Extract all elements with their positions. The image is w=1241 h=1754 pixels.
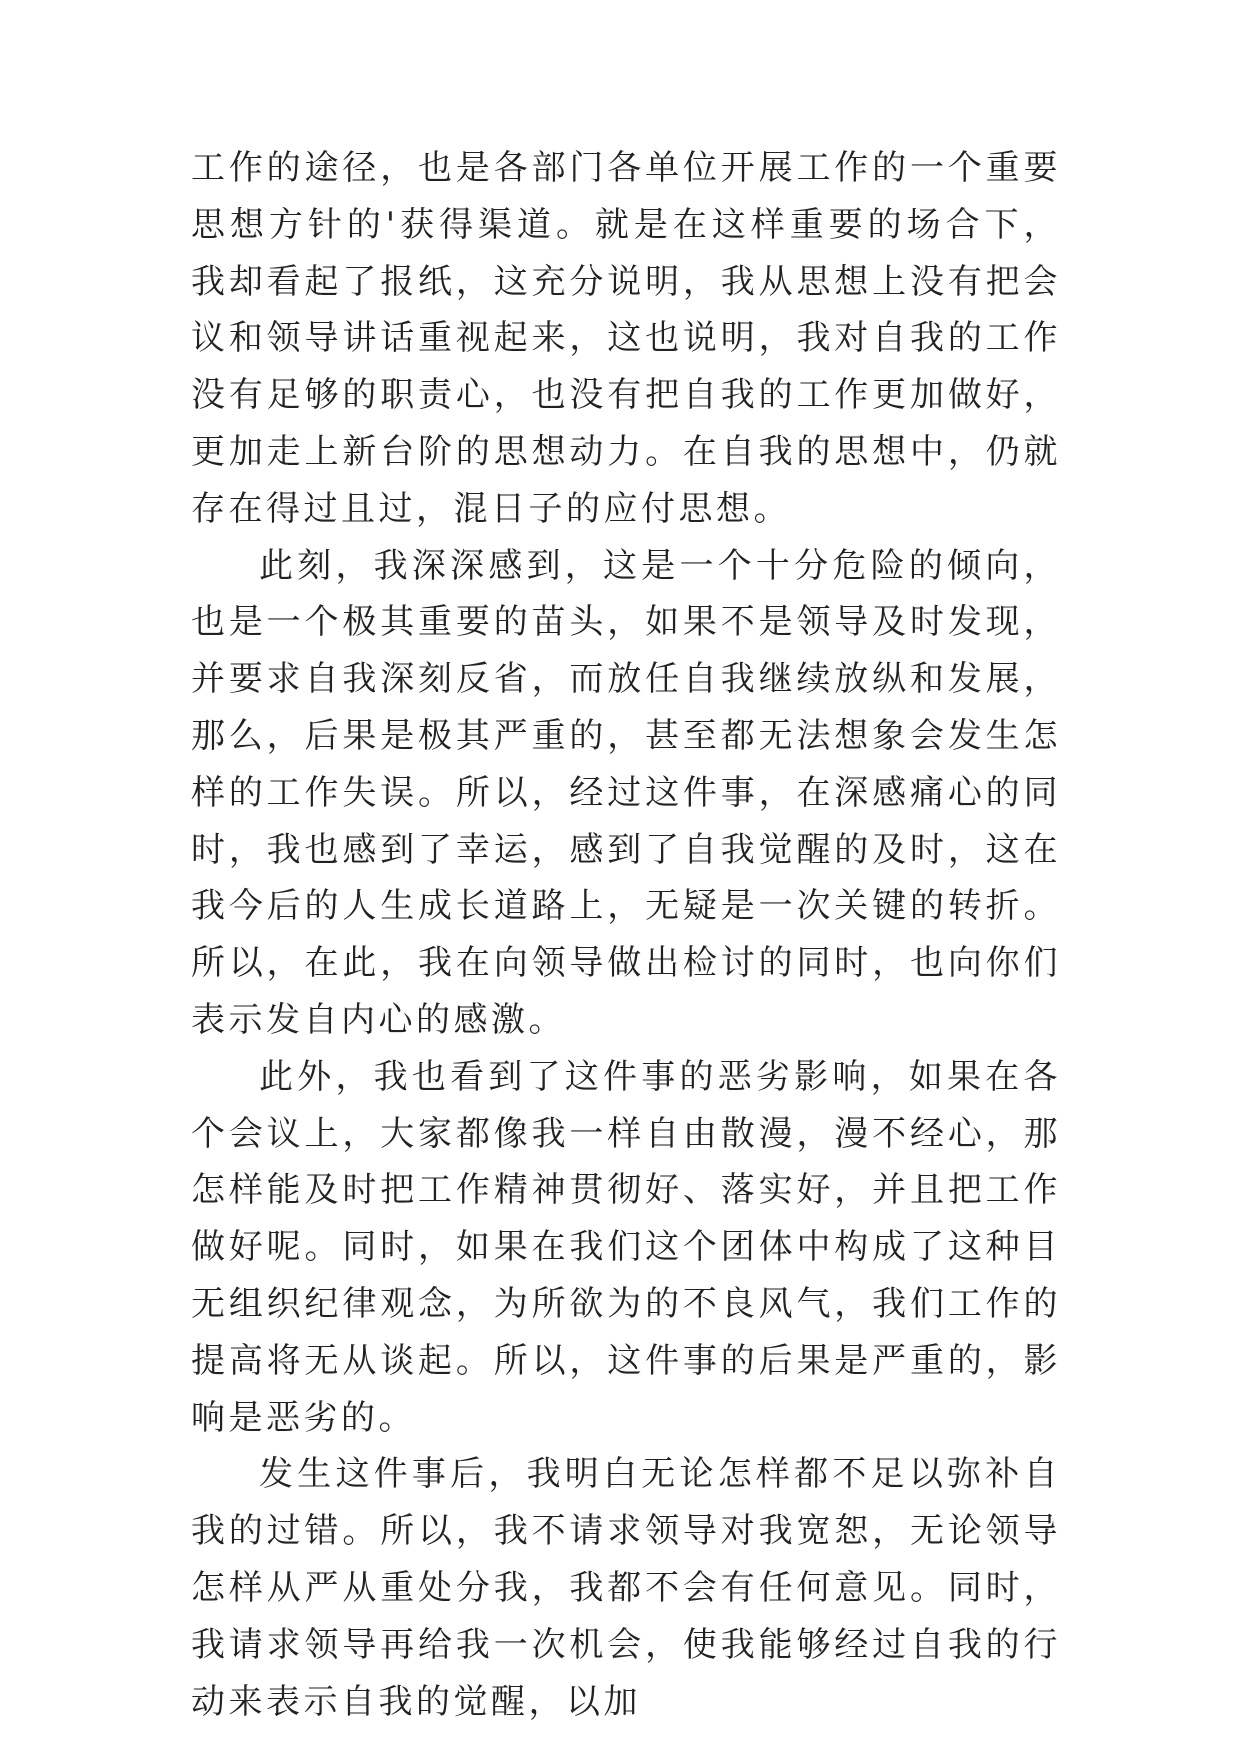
paragraph-continuation: 工作的途径，也是各部门各单位开展工作的一个重要思想方针的'获得渠道。就是在这样重要的场合下，我却看起了报纸，这充分说明，我从思想上没有把会议和领导讲话重视起来，这也说明，我对自我的工作没有足够的职责心，也没有把自我的工作更加做好，更加走上新台阶的思想动力。在自我的思想中，仍就存在得过且过，混日子的应付思想。 [191, 148, 1061, 529]
paragraph: 此外，我也看到了这件事的恶劣影响，如果在各个会议上，大家都像我一样自由散漫，漫不经心，那怎样能及时把工作精神贯彻好、落实好，并且把工作做好呢。同时，如果在我们这个团体中构成了这种目无组织纪律观念，为所欲为的不良风气，我们工作的提高将无从谈起。所以，这件事的后果是严重的，影响是恶劣的。 [191, 1056, 1061, 1438]
paragraph: 此刻，我深深感到，这是一个十分危险的倾向，也是一个极其重要的苗头，如果不是领导及时发现，并要求自我深刻反省，而放任自我继续放纵和发展，那么，后果是极其严重的，甚至都无法想象会发生怎样的工作失误。所以，经过这件事，在深感痛心的同时，我也感到了幸运，感到了自我觉醒的及时，这在我今后的人生成长道路上，无疑是一次关键的转折。所以，在此，我在向领导做出检讨的同时，也向你们表示发自内心的感激。 [191, 545, 1061, 1040]
document-body [191, 140, 1061, 1730]
paragraph: 发生这件事后，我明白无论怎样都不足以弥补自我的过错。所以，我不请求领导对我宽恕，无论领导怎样从严从重处分我，我都不会有任何意见。同时，我请求领导再给我一次机会，使我能够经过自我的行动来表示自我的觉醒，以加 [191, 1454, 1061, 1722]
